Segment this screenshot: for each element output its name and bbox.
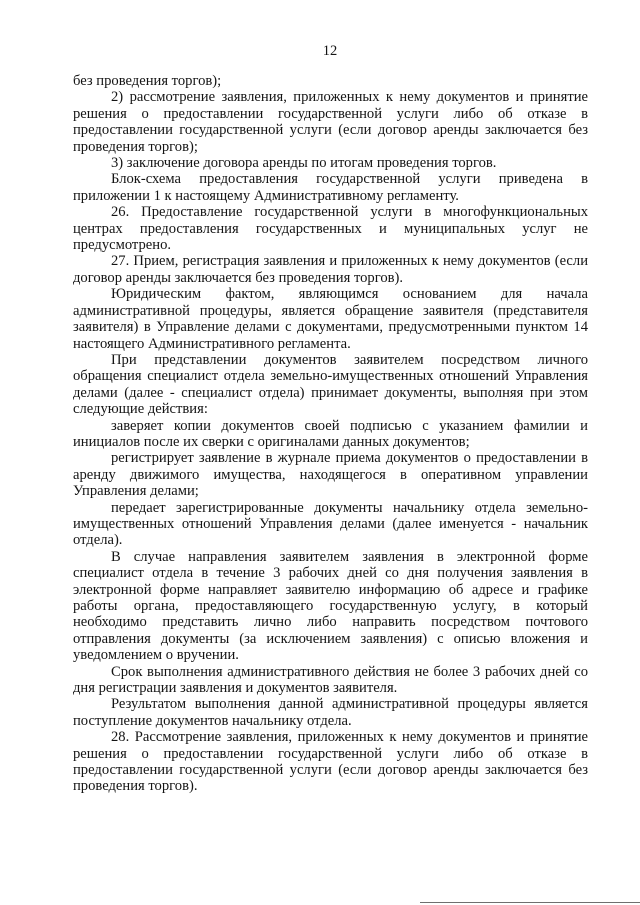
document-body: [73, 73, 588, 795]
paragraph-flowchart-ref: Блок-схема предоставления государственной услуги приведена в приложении 1 к настоящему Административному регламенту.: [73, 171, 588, 204]
page-edge-mark: [420, 902, 640, 903]
paragraph-result: Результатом выполнения данной административной процедуры является поступление документов начальнику отдела.: [73, 696, 588, 729]
paragraph-step-3: 3) заключение договора аренды по итогам проведения торгов.: [111, 155, 497, 172]
page-number: 12: [322, 43, 338, 59]
paragraph-step-2: 2) рассмотрение заявления, приложенных к нему документов и принятие решения о предоставлении государственной услуги либо об отказе в предоставлении государственной услуги (если договор аренды заключается без проведения торгов);: [73, 89, 588, 155]
paragraph-personal-submission: При представлении документов заявителем посредством личного обращения специалист отдела земельно-имущественных отношений Управления делами (далее - специалист отдела) принимает документы, выполняя при этом следующие действия:: [73, 351, 588, 418]
paragraph-action-transfer: передает зарегистрированные документы начальнику отдела земельно-имущественных отношений Управления делами (далее именуется - начальник отдела).: [73, 499, 588, 549]
paragraph-electronic-submission: В случае направления заявителем заявления в электронной форме специалист отдела в течение 3 рабочих дней со дня получения заявления в электронной форме направляет заявителю информацию об адресе и графике работы органа, предоставляющего государственную услугу, в который необходимо представить лично либо направить посредством почтового отправления документы (за исключением заявления) с описью вложения и уведомлением о вручении.: [73, 548, 588, 664]
paragraph-action-certify: заверяет копии документов своей подписью с указанием фамилии и инициалов после их сверки с оригиналами данных документов;: [73, 417, 588, 450]
paragraph-legal-fact: Юридическим фактом, являющимся основанием для начала административной процедуры, является обращение заявителя (представителя заявителя) в Управление делами с документами, предусмотренными пунктом 14 настоящего Административного регламента.: [73, 286, 588, 352]
paragraph-continuation: без проведения торгов);: [73, 73, 222, 89]
paragraph-clause-27: 27. Прием, регистрация заявления и приложенных к нему документов (если договор аренды заключается без проведения торгов).: [73, 253, 588, 286]
paragraph-deadline: Срок выполнения административного действия не более 3 рабочих дней со дня регистрации заявления и документов заявителя.: [73, 663, 588, 697]
paragraph-clause-28: 28. Рассмотрение заявления, приложенных к нему документов и принятие решения о предоставлении государственной услуги либо об отказе в предоставлении государственной услуги (если договор аренды заключается без проведения торгов).: [73, 729, 588, 795]
paragraph-action-register: регистрирует заявление в журнале приема документов о предоставлении в аренду движимого имущества, находящегося в оперативном управлении Управления делами;: [73, 450, 588, 500]
paragraph-clause-26: 26. Предоставление государственной услуги в многофункциональных центрах предоставления государственных и муниципальных услуг не предусмотрено.: [73, 204, 588, 254]
